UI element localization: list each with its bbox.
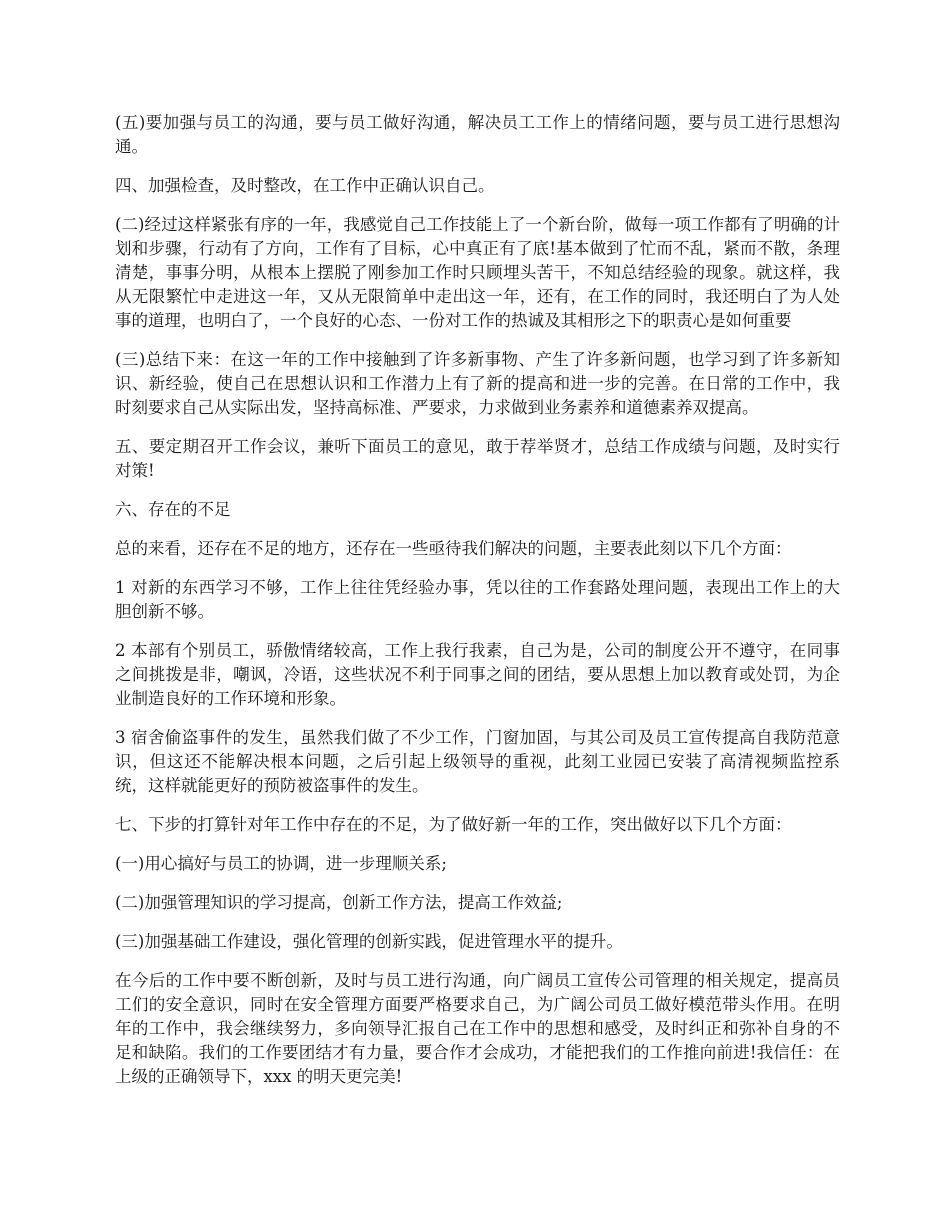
paragraph-section-2: (二)经过这样紧张有序的一年，我感觉自己工作技能上了一个新台阶，做每一项工作都有了明确的计划和步骤，行动有了方向，工作有了目标，心中真正有了底!基本做到了忙而不乱，紧而不散，条理清楚，事事分明，从根本上摆脱了刚参加工作时只顾埋头苦干，不知总结经验的现象。就这样，我从无限繁忙中走进这一年，又从无限简单中走出这一年，还有，在工作的同时，我还明白了为人处事的道理，也明白了，一个良好的心态、一份对工作的热诚及其相形之下的职责心是如何重要 — [115, 215, 840, 330]
list-item-plan-2: (二)加强管理知识的学习提高，创新工作方法，提高工作效益; — [115, 893, 563, 912]
heading-meetings: 五、要定期召开工作会议，兼听下面员工的意见，敢于荐举贤才，总结工作成绩与问题，及时实行对策! — [115, 437, 840, 480]
list-item-plan-3: (三)加强基础工作建设，强化管理的创新实践，促进管理水平的提升。 — [115, 932, 623, 951]
list-item-plan-1: (一)用心搞好与员工的协调，进一步理顺关系; — [115, 854, 447, 873]
heading-inspection: 四、加强检查，及时整改，在工作中正确认识自己。 — [115, 176, 495, 195]
list-item-shortcoming-3: 3 宿舍偷盗事件的发生，虽然我们做了不少工作，门窗加固，与其公司及员工宣传提高自我防范意识，但这还不能解决根本问题，之后引起上级领导的重视，此刻工业园已安装了高清视频监控系统，这样就能更好的预防被盗事件的发生。 — [115, 728, 840, 795]
document-page — [115, 111, 840, 1104]
heading-next-steps: 七、下步的打算针对年工作中存在的不足，为了做好新一年的工作，突出做好以下几个方面： — [115, 815, 792, 834]
paragraph-conclusion: 在今后的工作中要不断创新，及时与员工进行沟通，向广阔员工宣传公司管理的相关规定，提高员工们的安全意识，同时在安全管理方面要严格要求自己，为广阔公司员工做好模范带头作用。在明年的工作中，我会继续努力，多向领导汇报自己在工作中的思想和感受，及时纠正和弥补自身的不足和缺陷。我们的工作要团结才有力量，要合作才会成功，才能把我们的工作推向前进!我信任：在上级的正确领导下，xxx 的明天更完美! — [115, 971, 840, 1086]
paragraph-section-5: (五)要加强与员工的沟通，要与员工做好沟通，解决员工工作上的情绪问题，要与员工进行思想沟通。 — [115, 113, 840, 156]
heading-shortcomings: 六、存在的不足 — [115, 500, 231, 519]
paragraph-section-3: (三)总结下来：在这一年的工作中接触到了许多新事物、产生了许多新问题，也学习到了许多新知识、新经验，使自己在思想认识和工作潜力上有了新的提高和进一步的完善。在日常的工作中，我时刻要求自己从实际出发，坚持高标准、严要求，力求做到业务素养和道德素养双提高。 — [115, 350, 840, 417]
paragraph-shortcomings-intro: 总的来看，还存在不足的地方，还存在一些亟待我们解决的问题，主要表此刻以下几个方面： — [115, 539, 792, 558]
list-item-shortcoming-1: 1 对新的东西学习不够，工作上往往凭经验办事，凭以往的工作套路处理问题，表现出工作上的大胆创新不够。 — [115, 578, 840, 621]
list-item-shortcoming-2: 2 本部有个别员工，骄傲情绪较高，工作上我行我素，自己为是，公司的制度公开不遵守，在同事之间挑拨是非，嘲讽，冷语，这些状况不利于同事之间的团结，要从思想上加以教育或处罚，为企业制造良好的工作环境和形象。 — [115, 641, 840, 708]
